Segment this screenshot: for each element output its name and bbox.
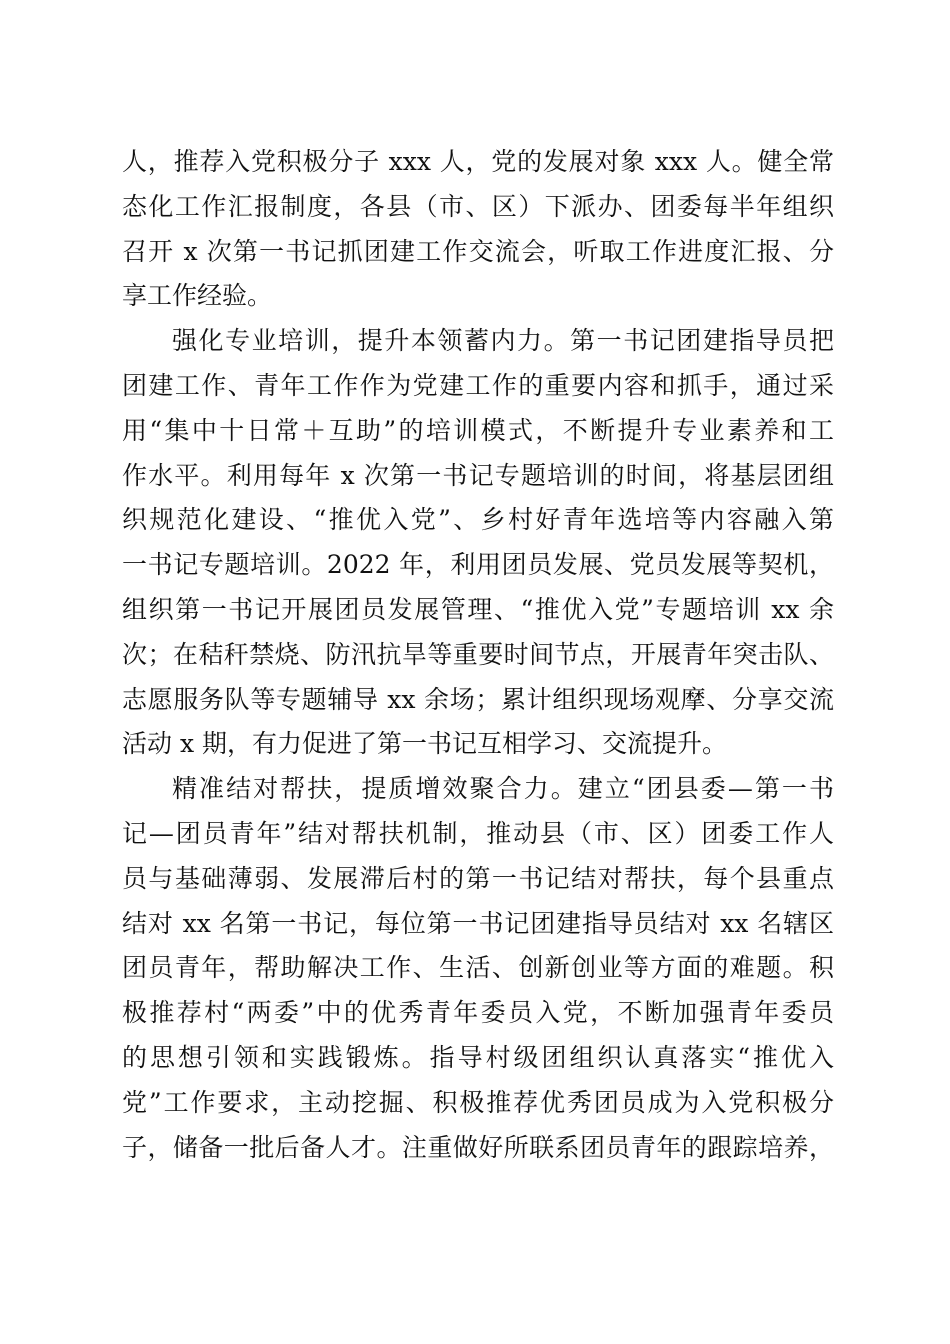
- text-line: 子，储备一批后备人才。注重做好所联系团员青年的跟踪培养，: [122, 1132, 834, 1162]
- text-line: 记—团员青年”结对帮扶机制，推动县（市、区）团委工作人: [122, 818, 834, 848]
- text-line: 团建工作、青年工作作为党建工作的重要内容和抓手，通过采: [122, 370, 834, 400]
- text-line: 人，推荐入党积极分子 xxx 人，党的发展对象 xxx 人。健全常: [122, 147, 834, 176]
- text-line: 用“集中十日常＋互助”的培训模式，不断提升专业素养和工: [122, 415, 834, 445]
- text-line: 一书记专题培训。2022 年，利用团员发展、党员发展等契机，: [122, 550, 834, 580]
- text-line: 享工作经验。: [122, 281, 273, 311]
- text-line: 极推荐村“两委”中的优秀青年委员入党，不断加强青年委员: [122, 998, 834, 1028]
- text-line: 结对 xx 名第一书记，每位第一书记团建指导员结对 xx 名辖区: [122, 908, 834, 938]
- paragraph-heading-line: 强化专业培训，提升本领蓄内力。第一书记团建指导员把: [172, 326, 834, 356]
- text-line: 组织第一书记开展团员发展管理、“推优入党”专题培训 xx 余: [122, 594, 834, 624]
- text-line: 召开 x 次第一书记抓团建工作交流会，听取工作进度汇报、分: [122, 236, 834, 266]
- text-line: 的思想引领和实践锻炼。指导村级团组织认真落实“推优入: [122, 1042, 834, 1072]
- text-line: 态化工作汇报制度，各县（市、区）下派办、团委每半年组织: [122, 191, 834, 221]
- text-line: 员与基础薄弱、发展滞后村的第一书记结对帮扶，每个县重点: [122, 863, 834, 893]
- paragraph-heading-line: 精准结对帮扶，提质增效聚合力。建立“团县委—第一书: [172, 774, 834, 804]
- text-line: 志愿服务队等专题辅导 xx 余场；累计组织现场观摩、分享交流: [122, 684, 834, 714]
- text-line: 作水平。利用每年 x 次第一书记专题培训的时间，将基层团组: [122, 460, 834, 490]
- text-line: 团员青年，帮助解决工作、生活、创新创业等方面的难题。积: [122, 953, 834, 983]
- document-body: [122, 140, 834, 1170]
- text-line: 织规范化建设、“推优入党”、乡村好青年选培等内容融入第: [122, 505, 834, 535]
- text-line: 活动 x 期，有力促进了第一书记互相学习、交流提升。: [122, 729, 727, 759]
- text-line: 次；在秸秆禁烧、防汛抗旱等重要时间节点，开展青年突击队、: [122, 639, 834, 669]
- text-line: 党”工作要求，主动挖掘、积极推荐优秀团员成为入党积极分: [122, 1087, 834, 1117]
